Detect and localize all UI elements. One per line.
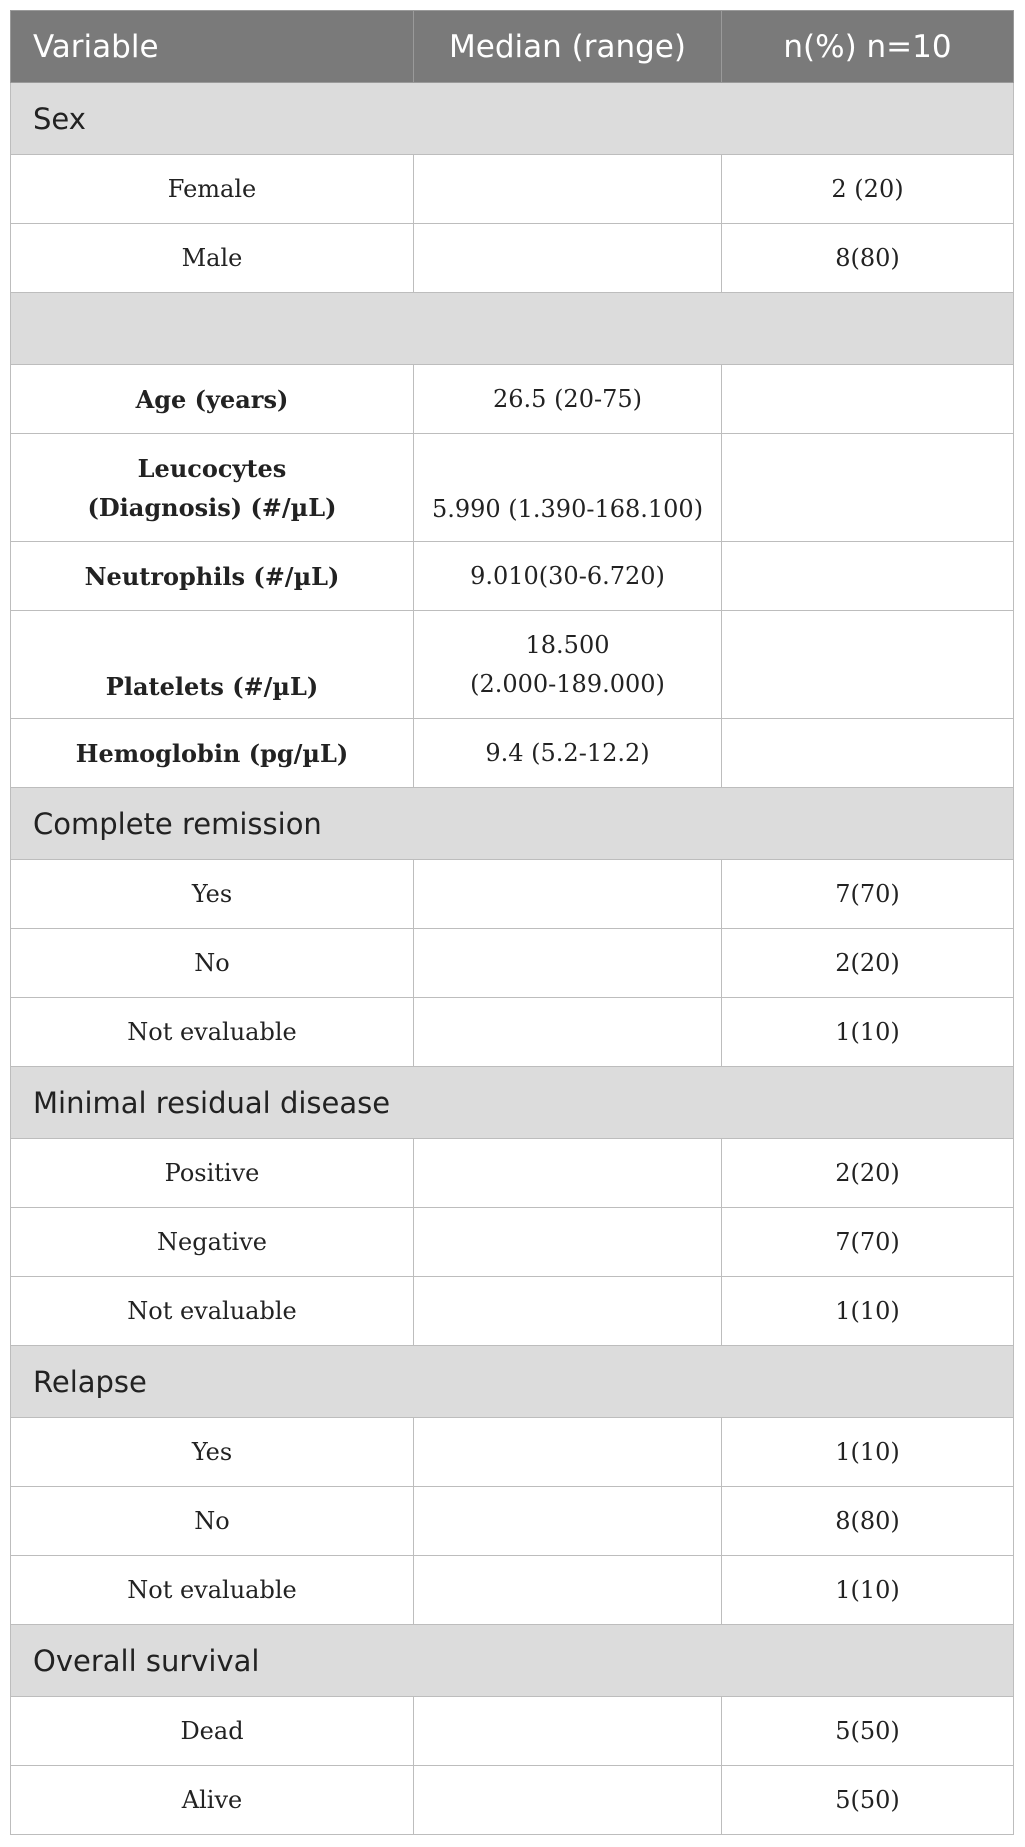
table-row (11, 1697, 1014, 1766)
patient-characteristics-table-container (10, 10, 1013, 1835)
row-label-value: Platelets (#/µL) (105, 672, 319, 701)
row-median-line1: 18.500 (525, 630, 610, 659)
row-label: No (11, 1487, 414, 1556)
row-median (414, 224, 722, 293)
row-n: 1(10) (722, 1556, 1014, 1625)
row-median: 9.4 (5.2-12.2) (414, 719, 722, 788)
row-label: Not evaluable (11, 1556, 414, 1625)
section-row-overall-survival (11, 1625, 1014, 1697)
header-n-percent: n(%) n=10 (722, 11, 1014, 83)
section-row-blank (11, 293, 1014, 365)
header-variable: Variable (11, 11, 414, 83)
section-title-relapse: Relapse (11, 1346, 1014, 1418)
row-median (414, 611, 722, 719)
row-median (414, 1766, 722, 1835)
row-n (722, 365, 1014, 434)
row-label: Male (11, 224, 414, 293)
row-label: No (11, 929, 414, 998)
row-median (414, 155, 722, 224)
row-n: 8(80) (722, 1487, 1014, 1556)
table-row (11, 1556, 1014, 1625)
row-label: Hemoglobin (pg/µL) (11, 719, 414, 788)
section-row-minimal-residual-disease (11, 1067, 1014, 1139)
table-row (11, 1487, 1014, 1556)
row-median-value: 5.990 (1.390-168.100) (431, 495, 704, 523)
row-n: 2(20) (722, 929, 1014, 998)
table-row (11, 1418, 1014, 1487)
table-row (11, 434, 1014, 542)
row-label: Positive (11, 1139, 414, 1208)
section-row-sex (11, 83, 1014, 155)
row-n: 2(20) (722, 1139, 1014, 1208)
row-median (414, 1277, 722, 1346)
table-row (11, 1766, 1014, 1835)
row-median (414, 1418, 722, 1487)
row-median-line2: (2.000-189.000) (470, 669, 665, 698)
row-median: 9.010(30-6.720) (414, 542, 722, 611)
row-median (414, 1208, 722, 1277)
row-n: 2 (20) (722, 155, 1014, 224)
row-median (414, 1556, 722, 1625)
row-n: 7(70) (722, 1208, 1014, 1277)
row-label: Female (11, 155, 414, 224)
row-n: 7(70) (722, 860, 1014, 929)
patient-characteristics-table (10, 10, 1014, 1835)
row-n: 8(80) (722, 224, 1014, 293)
row-label: Alive (11, 1766, 414, 1835)
row-n: 5(50) (722, 1697, 1014, 1766)
row-label: Not evaluable (11, 998, 414, 1067)
row-n: 1(10) (722, 998, 1014, 1067)
section-title-minimal-residual-disease: Minimal residual disease (11, 1067, 1014, 1139)
table-row (11, 365, 1014, 434)
row-median (414, 860, 722, 929)
row-median (414, 1487, 722, 1556)
row-n: 1(10) (722, 1277, 1014, 1346)
row-n (722, 719, 1014, 788)
row-label: Not evaluable (11, 1277, 414, 1346)
row-label (11, 611, 414, 719)
row-label: Negative (11, 1208, 414, 1277)
table-row (11, 155, 1014, 224)
row-label-line2: (Diagnosis) (#/µL) (87, 492, 337, 522)
row-median (414, 1139, 722, 1208)
row-label: Neutrophils (#/µL) (11, 542, 414, 611)
table-header-row (11, 11, 1014, 83)
table-row (11, 1208, 1014, 1277)
section-title-complete-remission: Complete remission (11, 788, 1014, 860)
section-row-complete-remission (11, 788, 1014, 860)
row-label (11, 434, 414, 542)
table-row (11, 1139, 1014, 1208)
row-n (722, 542, 1014, 611)
table-row (11, 929, 1014, 998)
section-title-overall-survival: Overall survival (11, 1625, 1014, 1697)
row-median (414, 998, 722, 1067)
row-label-line1: Leucocytes (137, 453, 287, 483)
row-median (414, 929, 722, 998)
row-label: Yes (11, 1418, 414, 1487)
row-label: Age (years) (11, 365, 414, 434)
row-median (414, 434, 722, 542)
table-row (11, 860, 1014, 929)
row-median (414, 1697, 722, 1766)
table-row (11, 719, 1014, 788)
row-n (722, 611, 1014, 719)
header-median-range: Median (range) (414, 11, 722, 83)
row-label: Dead (11, 1697, 414, 1766)
row-n: 5(50) (722, 1766, 1014, 1835)
section-row-relapse (11, 1346, 1014, 1418)
row-n: 1(10) (722, 1418, 1014, 1487)
section-title-sex: Sex (11, 83, 1014, 155)
row-label: Yes (11, 860, 414, 929)
row-median: 26.5 (20-75) (414, 365, 722, 434)
table-row (11, 1277, 1014, 1346)
table-row (11, 611, 1014, 719)
table-row (11, 542, 1014, 611)
table-row (11, 998, 1014, 1067)
section-title-blank (11, 293, 1014, 365)
row-n (722, 434, 1014, 542)
table-row (11, 224, 1014, 293)
